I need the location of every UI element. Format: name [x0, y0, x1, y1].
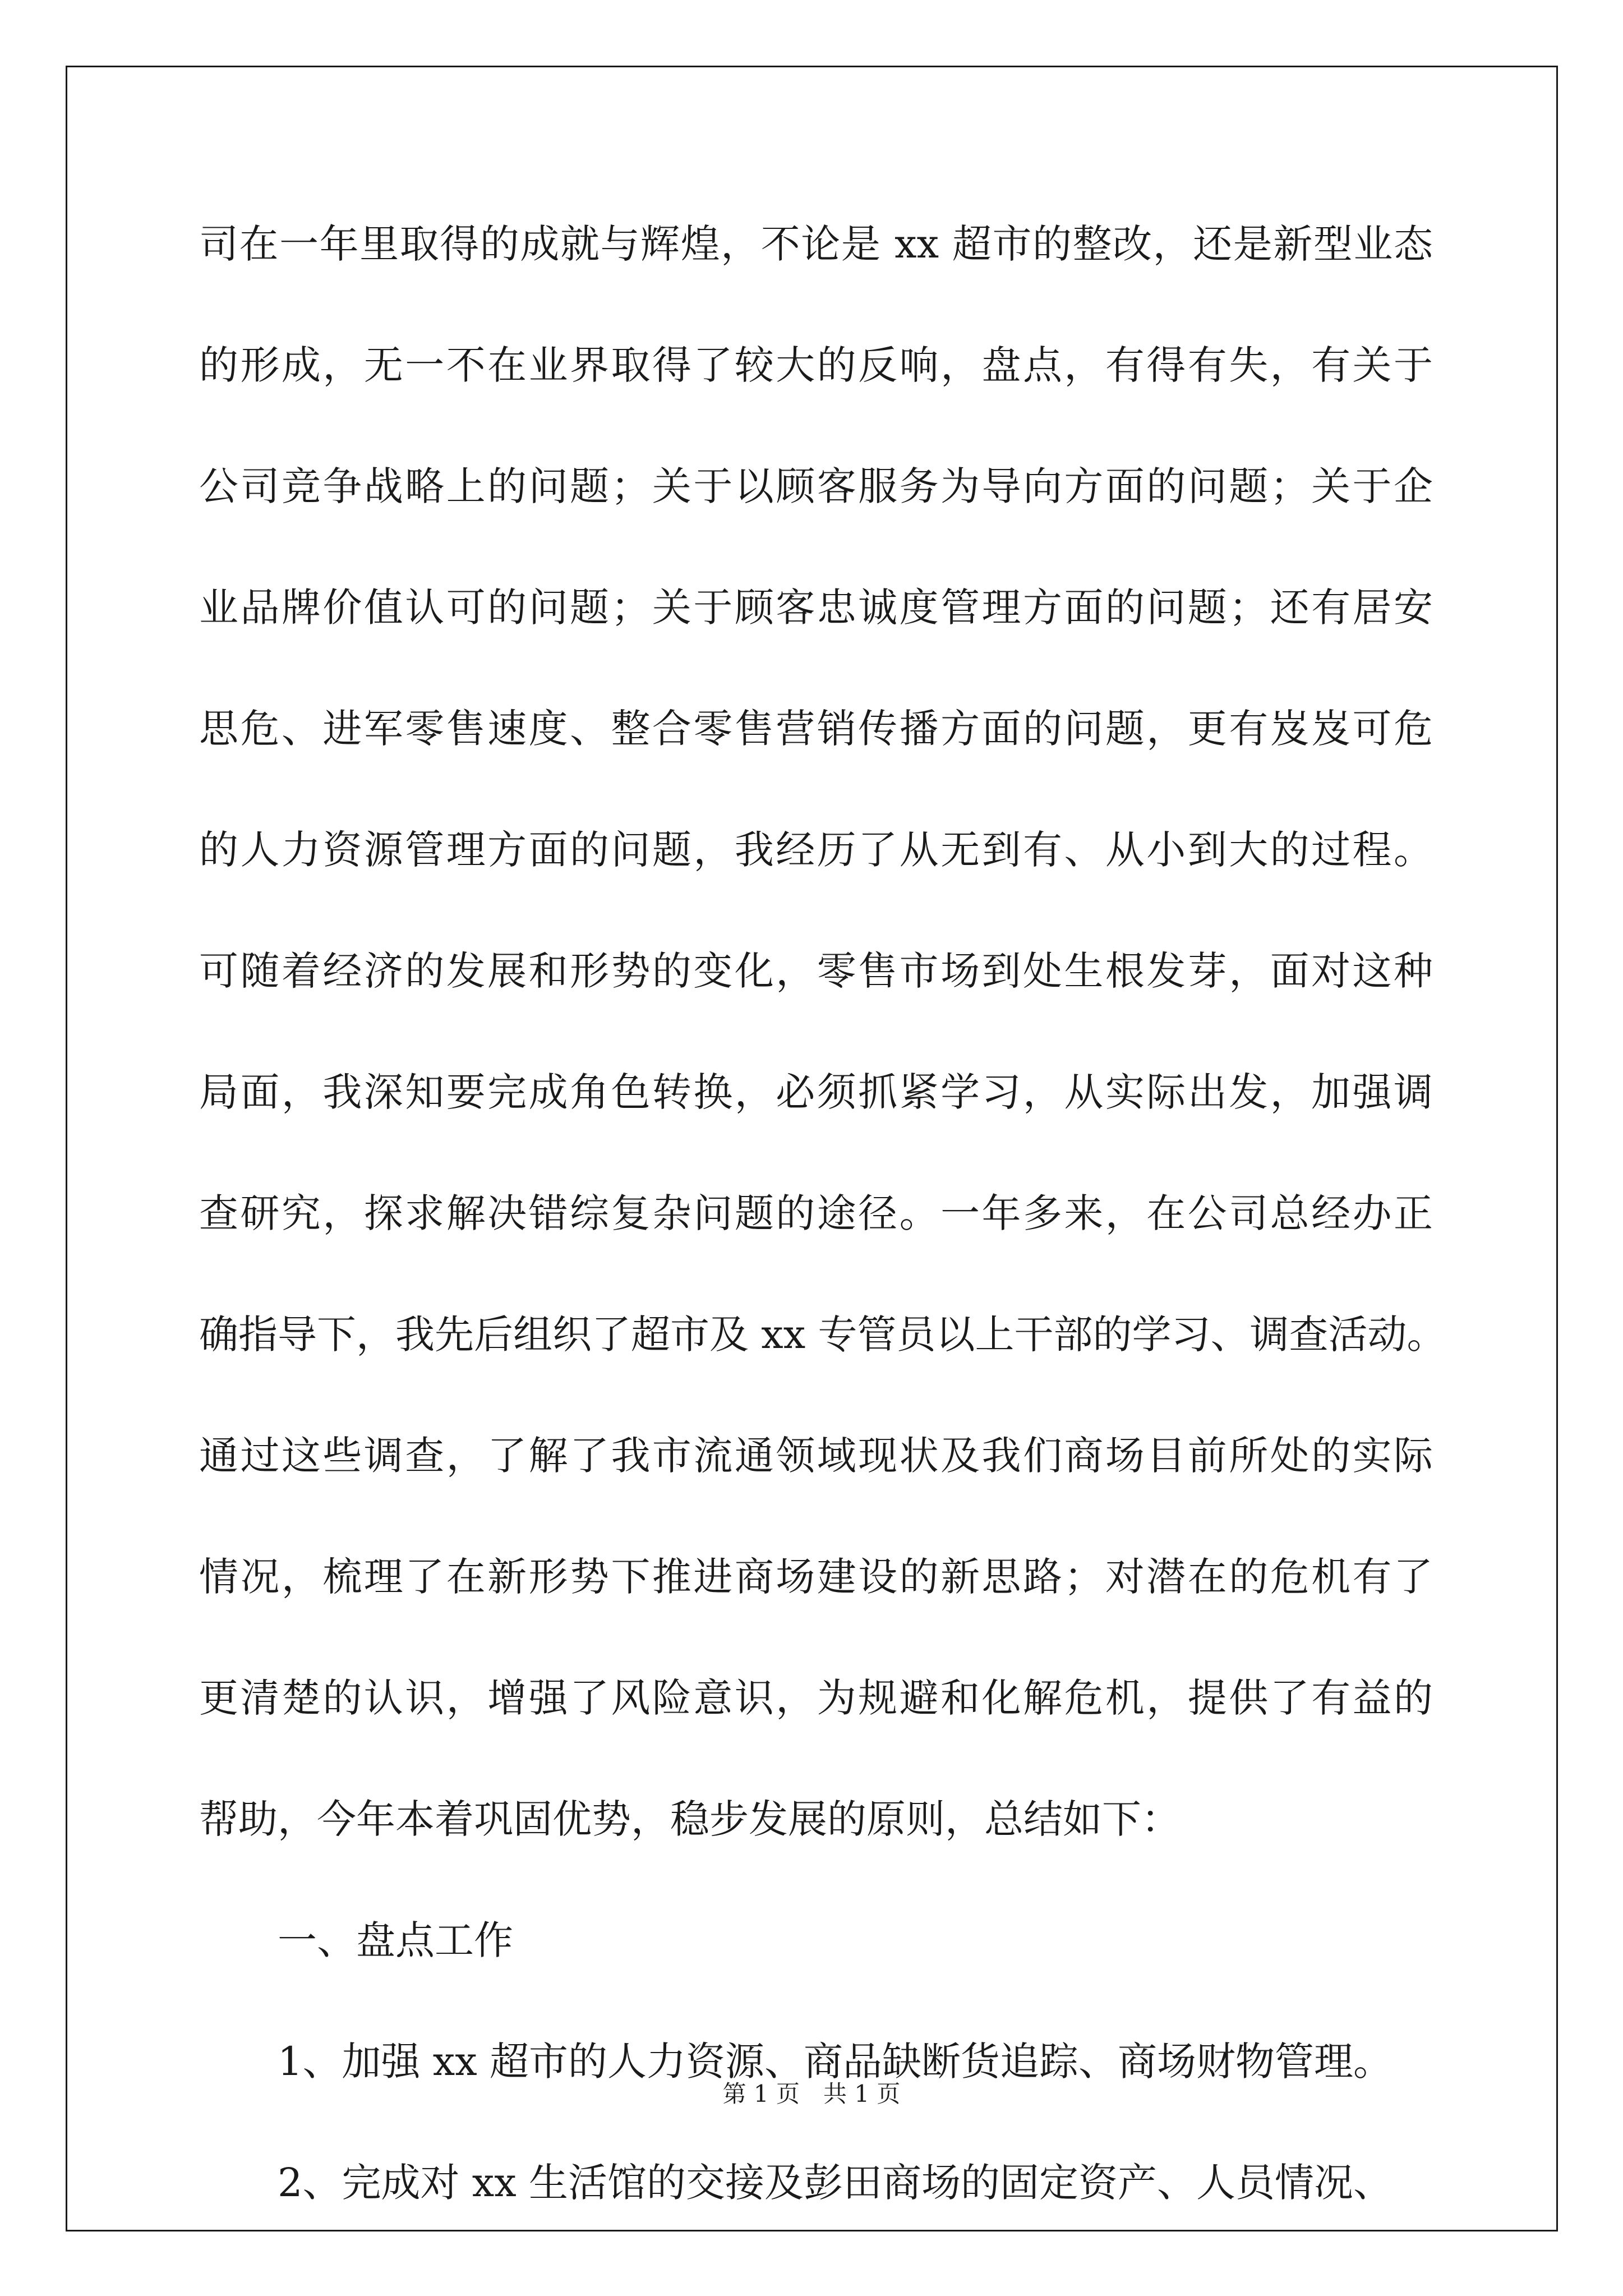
body-line-14: 帮助，今年本着巩固优势，稳步发展的原则，总结如下：	[199, 1796, 1181, 1842]
body-line-8: 局面，我深知要完成角色转换，必须抓紧学习，从实际出发，加强调	[199, 1069, 1433, 1115]
body-line-2: 的形成，无一不在业界取得了较大的反响，盘点，有得有失，有关于	[199, 342, 1433, 388]
body-line-7: 可随着经济的发展和形势的变化，零售市场到处生根发芽，面对这种	[199, 948, 1433, 994]
list-item-2: 2、完成对 xx 生活馆的交接及彭田商场的固定资产、人员情况、	[278, 2160, 1393, 2206]
body-line-11: 通过这些调查，了解了我市流通领域现状及我们商场目前所处的实际	[199, 1433, 1433, 1479]
body-line-6: 的人力资源管理方面的问题，我经历了从无到有、从小到大的过程。	[199, 827, 1433, 873]
body-line-12: 情况，梳理了在新形势下推进商场建设的新思路；对潜在的危机有了	[199, 1554, 1433, 1600]
document-body	[199, 216, 1446, 2276]
body-line-4: 业品牌价值认可的问题；关于顾客忠诚度管理方面的问题；还有居安	[199, 585, 1433, 631]
section-heading: 一、盘点工作	[278, 1917, 513, 1963]
body-line-10: 确指导下，我先后组织了超市及 xx 专管员以上干部的学习、调查活动。	[199, 1312, 1446, 1358]
body-line-1: 司在一年里取得的成就与辉煌，不论是 xx 超市的整改，还是新型业态	[199, 221, 1433, 267]
list-item-1: 1、加强 xx 超市的人力资源、商品缺断货追踪、商场财物管理。	[278, 2039, 1393, 2085]
body-line-5: 思危、进军零售速度、整合零售营销传播方面的问题，更有岌岌可危	[199, 706, 1433, 752]
body-line-13: 更清楚的认识，增强了风险意识，为规避和化解危机，提供了有益的	[199, 1675, 1433, 1721]
body-line-9: 查研究，探求解决错综复杂问题的途径。一年多来，在公司总经办正	[199, 1190, 1433, 1236]
page-footer: 第 1 页 共 1 页	[722, 2080, 901, 2108]
body-line-3: 公司竞争战略上的问题；关于以顾客服务为导向方面的问题；关于企	[199, 463, 1433, 509]
